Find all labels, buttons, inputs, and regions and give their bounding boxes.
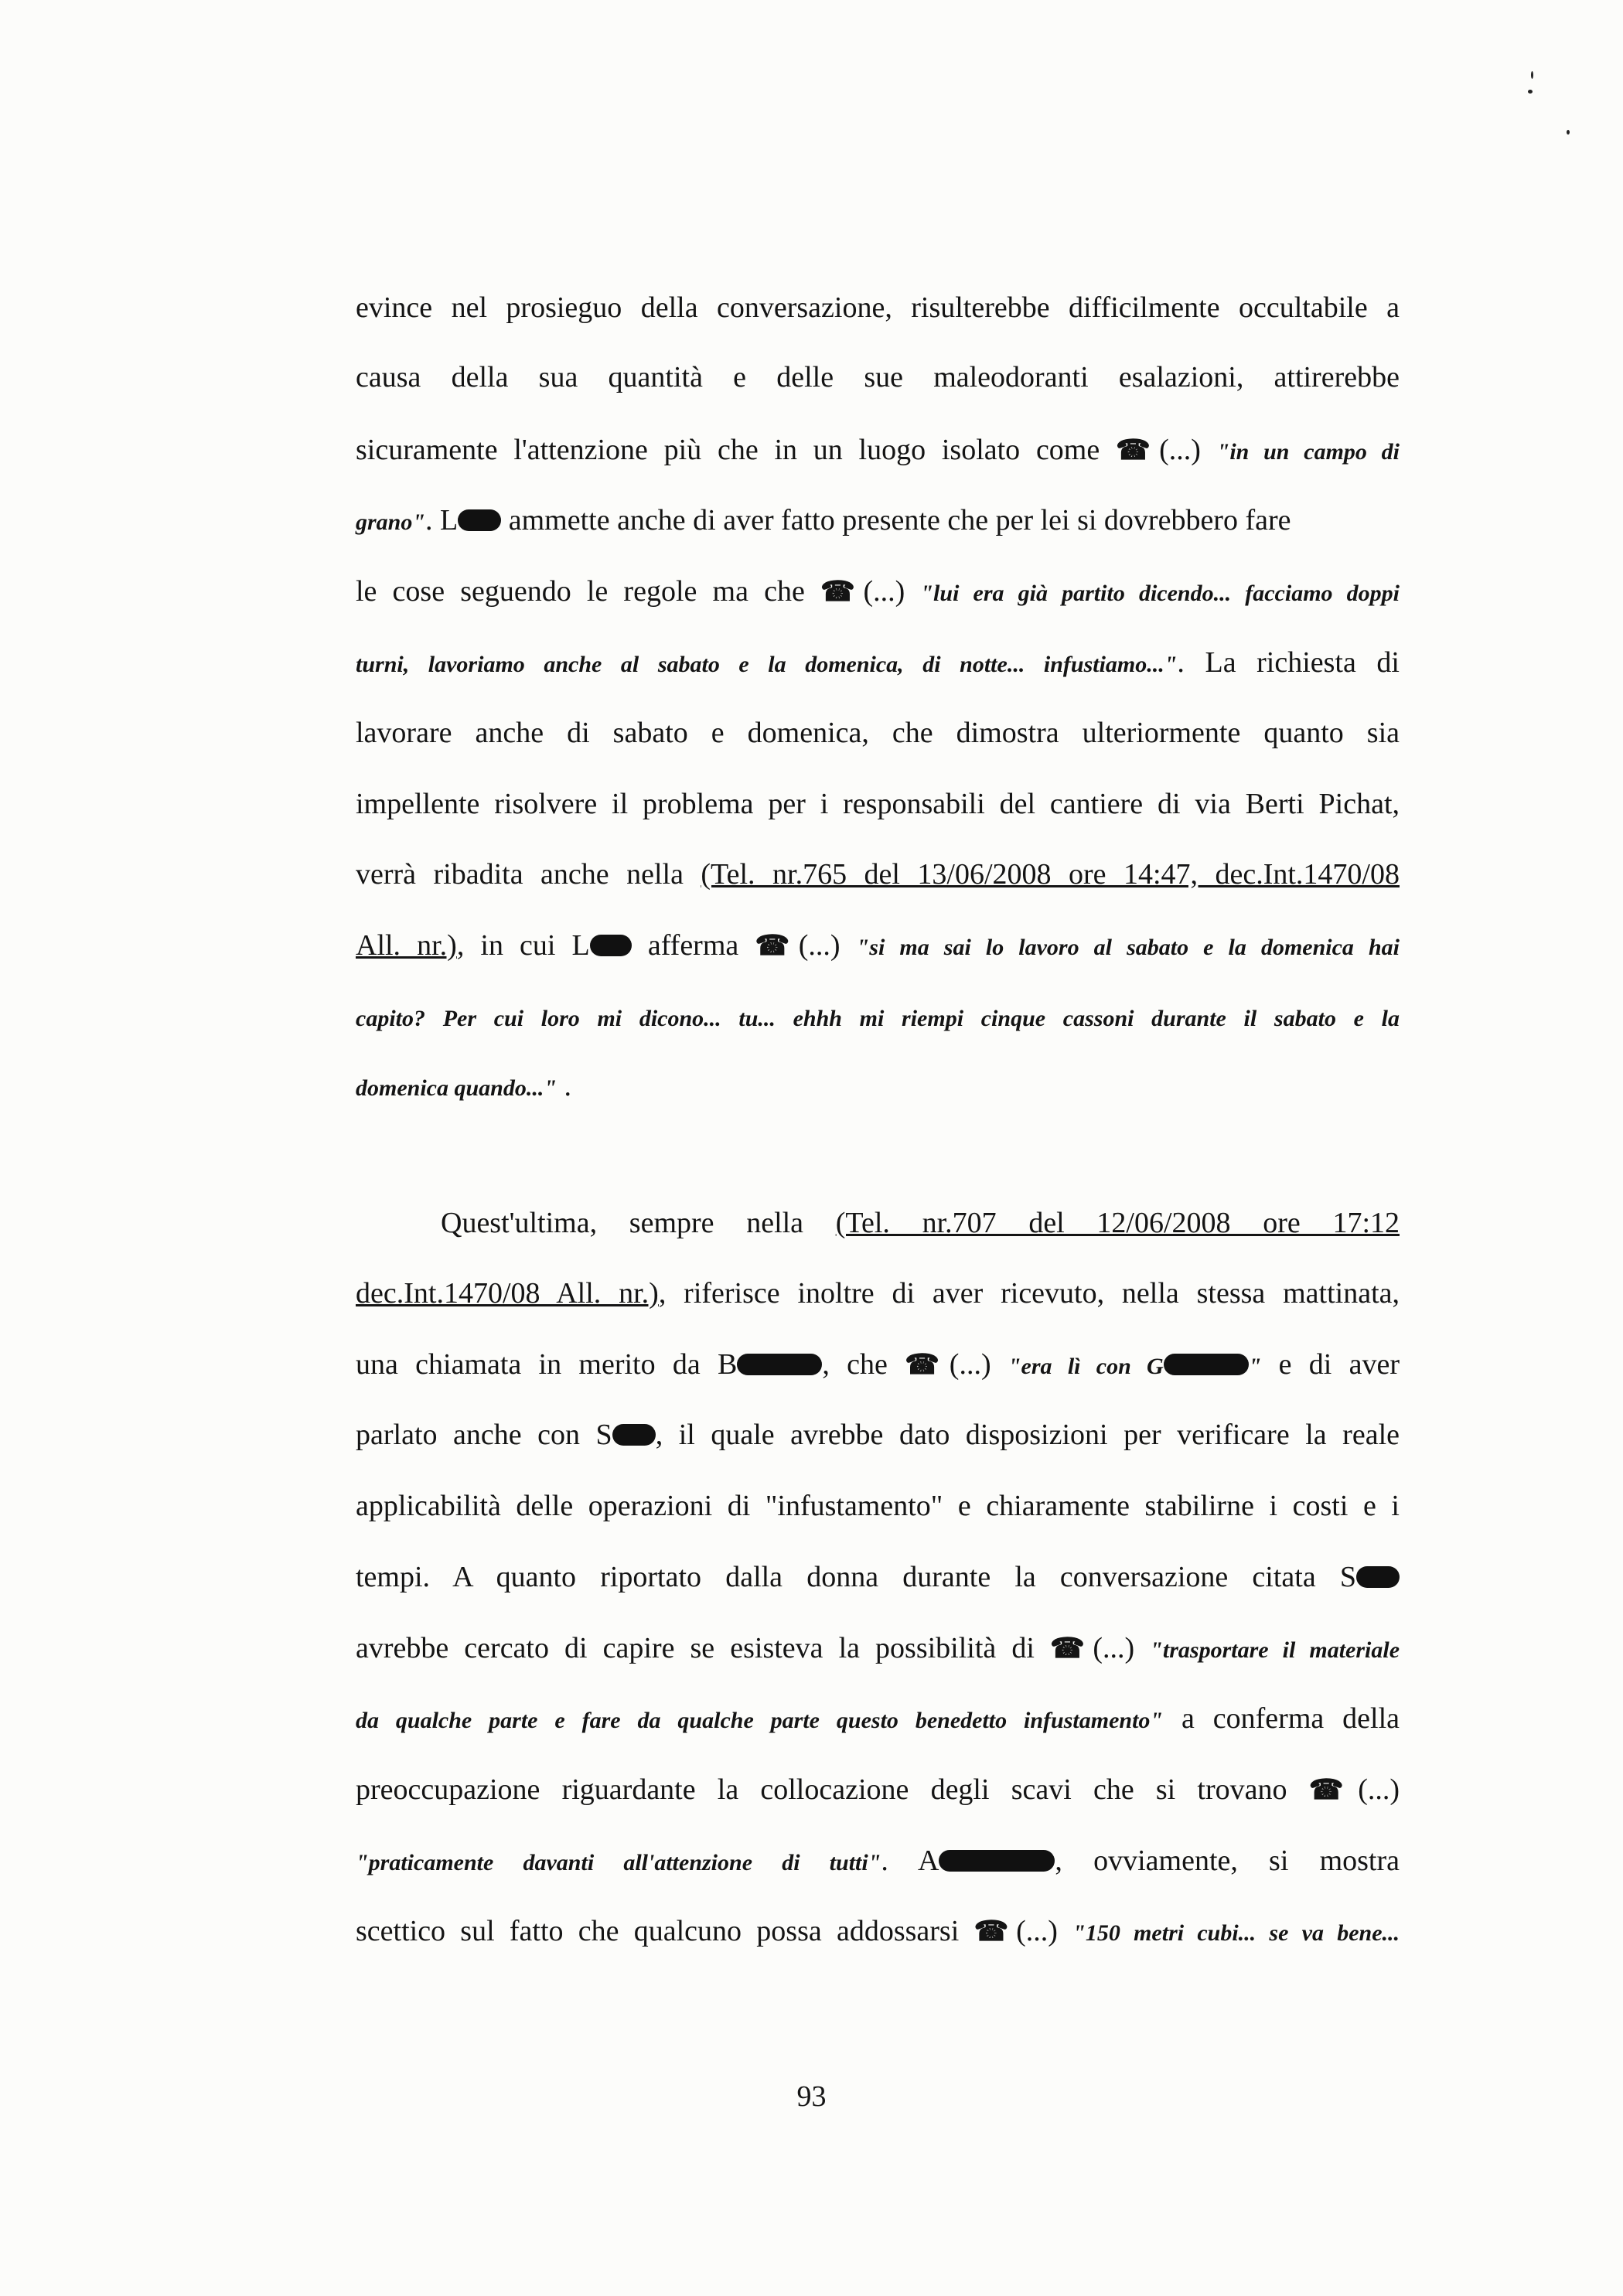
scan-speck xyxy=(1567,130,1570,135)
redaction xyxy=(458,509,501,531)
text-line: una chiamata in merito da B , che ☎(...) "era lì con G " e di aver xyxy=(356,1348,1400,1381)
text-line: All. nr.), in cui L afferma ☎(...) "si ma sai lo lavoro al sabato e la domenica hai xyxy=(356,929,1400,962)
text-line: tempi. A quanto riportato dalla donna durante la conversazione citata S xyxy=(356,1558,1400,1596)
quote: grano" xyxy=(356,509,426,535)
text-line: domenica quando..." . xyxy=(356,1070,572,1102)
phone-icon: ☎ xyxy=(1308,1774,1359,1805)
quote: "lui era già partito dicendo... facciamo doppi xyxy=(920,581,1400,606)
text-line: causa della sua quantità e delle sue maleodoranti esalazioni, attirerebbe xyxy=(356,361,1400,393)
quote: "trasportare il materiale xyxy=(1150,1637,1400,1663)
text-line: avrebbe cercato di capire se esisteva la possibilità di ☎(...) "trasportare il materiale xyxy=(356,1632,1400,1664)
text-line: lavorare anche di sabato e domenica, che dimostra ulteriormente quanto sia xyxy=(356,717,1400,749)
citation: (Tel. nr.707 del 12/06/2008 ore 17:12 xyxy=(835,1207,1400,1239)
text-line: le cose seguendo le regole ma che ☎(...) "lui era già partito dicendo... facciamo doppi xyxy=(356,575,1400,608)
text-line: grano". L ammette anche di aver fatto presente che per lei si dovrebbero fare xyxy=(356,504,1291,537)
text-line: da qualche parte e fare da qualche parte questo benedetto infustamento" a conferma della xyxy=(356,1702,1400,1735)
quote: capito? Per cui loro mi dicono... tu... ehhh mi riempi cinque cassoni durante il sabato e la xyxy=(356,1006,1400,1031)
redaction xyxy=(939,1850,1055,1872)
quote: turni, lavoriamo anche al sabato e la domenica, di notte... infustiamo..." xyxy=(356,652,1178,677)
redaction xyxy=(590,935,632,956)
redaction xyxy=(737,1354,822,1375)
text-line: "praticamente davanti all'attenzione di tutti". A , ovviamente, si mostra xyxy=(356,1845,1400,1877)
text-line: scettico sul fatto che qualcuno possa addossarsi ☎(...) "150 metri cubi... se va bene... xyxy=(356,1915,1400,1947)
redaction xyxy=(612,1424,656,1446)
citation: dec.Int.1470/08 All. nr.) xyxy=(356,1277,659,1310)
scan-speck xyxy=(1531,71,1533,79)
redaction xyxy=(1356,1566,1400,1588)
phone-icon: ☎ xyxy=(905,1349,950,1380)
phone-icon: ☎ xyxy=(1116,434,1160,465)
quote: "in un campo di xyxy=(1216,439,1400,465)
page-number: 93 xyxy=(796,2080,827,2113)
citation: (Tel. nr.765 del 13/06/2008 ore 14:47, dec.Int.1470/08 xyxy=(701,858,1400,891)
text-line: Quest'ultima, sempre nella (Tel. nr.707 del 12/06/2008 ore 17:12 xyxy=(441,1207,1400,1239)
phone-icon: ☎ xyxy=(1049,1633,1093,1664)
quote: "150 metri cubi... se va bene... xyxy=(1072,1920,1400,1946)
quote: "si ma sai lo lavoro al sabato e la domenica hai xyxy=(856,935,1400,960)
text-line: evince nel prosieguo della conversazione, risulterebbe difficilmente occultabile a xyxy=(356,291,1400,324)
text-line: sicuramente l'attenzione più che in un luogo isolato come ☎(...) "in un campo di xyxy=(356,434,1400,466)
citation: All. nr.) xyxy=(356,929,457,962)
quote: domenica quando..." xyxy=(356,1075,557,1101)
redaction xyxy=(1164,1354,1249,1375)
text-line: preoccupazione riguardante la collocazione degli scavi che si trovano ☎(...) xyxy=(356,1773,1400,1806)
quote: "era lì con G " xyxy=(1008,1354,1262,1379)
scan-speck xyxy=(1528,90,1533,94)
text-line: applicabilità delle operazioni di "infustamento" e chiaramente stabilirne i costi e i xyxy=(356,1490,1400,1522)
phone-icon: ☎ xyxy=(755,930,799,961)
quote: "praticamente davanti all'attenzione di tutti" xyxy=(356,1850,881,1875)
phone-icon: ☎ xyxy=(820,576,864,607)
text-line xyxy=(356,997,1400,1038)
text-line: turni, lavoriamo anche al sabato e la domenica, di notte... infustiamo...". La richiesta di xyxy=(356,646,1400,679)
text-line: impellente risolvere il problema per i responsabili del cantiere di via Berti Pichat, xyxy=(356,788,1400,820)
text-line: parlato anche con S , il quale avrebbe dato disposizioni per verificare la reale xyxy=(356,1419,1400,1451)
quote: da qualche parte e fare da qualche parte questo benedetto infustamento" xyxy=(356,1708,1164,1733)
text-line: verrà ribadita anche nella (Tel. nr.765 del 13/06/2008 ore 14:47, dec.Int.1470/08 xyxy=(356,858,1400,891)
text-line: dec.Int.1470/08 All. nr.), riferisce inoltre di aver ricevuto, nella stessa mattinata, xyxy=(356,1277,1400,1310)
phone-icon: ☎ xyxy=(973,1916,1017,1947)
